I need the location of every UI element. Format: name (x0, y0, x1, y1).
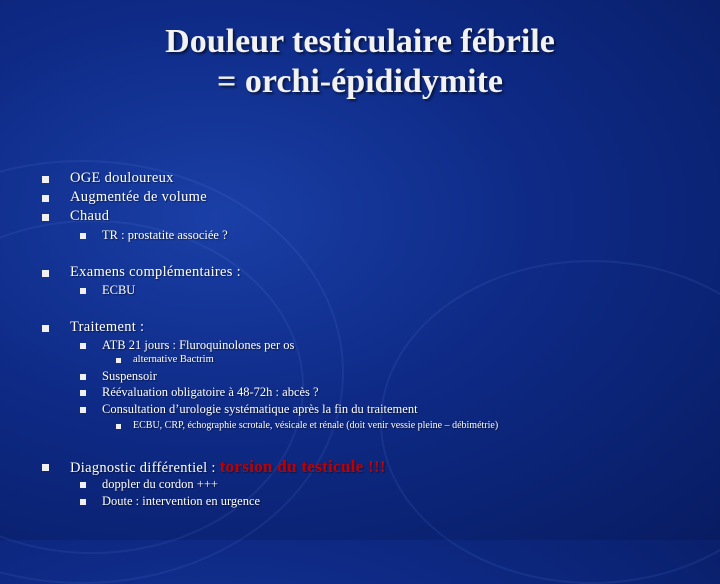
slide-title (0, 22, 720, 102)
bullet-icon (42, 176, 49, 183)
list-item-chaud: Chaud (70, 208, 110, 224)
list-item-atb: ATB 21 jours : Fluroquinolones per os (102, 338, 295, 352)
bullet-icon (42, 325, 49, 332)
list-item-suspensoir: Suspensoir (102, 369, 157, 383)
list-item-ecbu-crp: ECBU, CRP, échographie scrotale, vésicale et rénale (doit venir vessie pleine – débimétrie) (133, 420, 499, 431)
list-item-oge: OGE douloureux (70, 170, 174, 186)
bullet-icon (42, 195, 49, 202)
list-item-ecbu: ECBU (102, 283, 136, 297)
bullet-icon (80, 288, 86, 294)
bullet-icon (80, 482, 86, 488)
bullet-icon (42, 464, 49, 471)
bullet-icon (80, 407, 86, 413)
title-line-2: = orchi-épididymite (216, 63, 503, 100)
list-item-examens: Examens complémentaires : (70, 264, 241, 280)
list-item-tr: TR : prostatite associée ? (102, 228, 228, 242)
bullet-icon (116, 358, 121, 363)
list-item-doute: Doute : intervention en urgence (102, 494, 261, 508)
bullet-icon (80, 343, 86, 349)
list-item-diagnostic (70, 457, 386, 477)
list-item-reevaluation: Réévaluation obligatoire à 48-72h : abcès ? (102, 385, 319, 399)
list-item-doppler: doppler du cordon +++ (102, 477, 218, 491)
bullet-icon (116, 424, 121, 429)
bullet-icon (80, 374, 86, 380)
list-item-consultation: Consultation d’urologie systématique après la fin du traitement (102, 402, 418, 416)
list-item-alternative: alternative Bactrim (133, 354, 214, 365)
list-item-augmentee: Augmentée de volume (70, 189, 207, 205)
torsion-warning: torsion du testicule !!! (219, 457, 387, 476)
bullet-icon (80, 390, 86, 396)
title-line-1: Douleur testiculaire fébrile (165, 23, 555, 60)
bullet-icon (80, 233, 86, 239)
diagnostic-label: Diagnostic différentiel : (70, 460, 216, 476)
bullet-icon (42, 214, 49, 221)
list-item-traitement: Traitement : (70, 319, 145, 335)
bullet-icon (42, 270, 49, 277)
bullet-icon (80, 499, 86, 505)
